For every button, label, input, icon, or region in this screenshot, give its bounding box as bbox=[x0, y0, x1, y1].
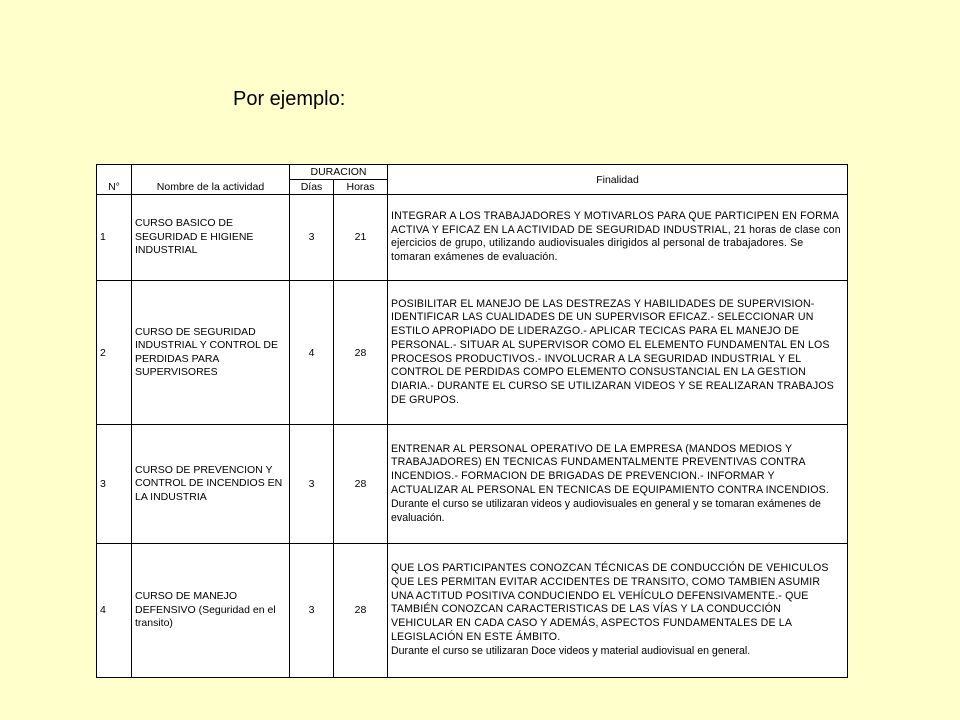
row-number: 1 bbox=[97, 195, 132, 281]
duration-hours: 21 bbox=[334, 195, 388, 281]
header-duration: DURACION bbox=[290, 165, 388, 180]
table-row bbox=[97, 543, 848, 677]
table-row bbox=[97, 195, 848, 281]
duration-days: 3 bbox=[290, 543, 334, 677]
purpose-text: QUE LOS PARTICIPANTES CONOZCAN TÉCNICAS DE CONDUCCIÓN DE VEHICULOS QUE LES PERMITAN EVITAR ACCIDENTES DE TRANSITO, COMO TAMBIEN ASUMIR UNA ACTITUD POSITIVA CONDUCIENDO EL VEHÍCULO DEFENSIVAMENTE.- QUE TAMBIÉN CONOZCAN CARACTERISTICAS DE LAS VÍAS Y LA CONDUCCIÓN VEHICULAR EN CADA CASO Y ADEMÁS, ASPECTOS FUNDAMENTALES DE LA LEGISLACIÓN EN ESTE ÁMBITO. bbox=[391, 562, 829, 643]
purpose-text: ENTRENAR AL PERSONAL OPERATIVO DE LA EMPRESA (MANDOS MEDIOS Y TRABAJADORES) EN TECNICAS FUNDAMENTALMENTE PREVENTIVAS CONTRA INCENDIOS.- FORMACION DE BRIGADAS DE PREVENCION.- INFORMAR Y ACTUALIZAR AL PERSONAL EN TECNICAS DE EQUIPAMIENTO CONTRA INCENDIOS. bbox=[391, 442, 829, 496]
header-days: Días bbox=[290, 180, 334, 195]
row-number: 2 bbox=[97, 280, 132, 424]
purpose-note: Durante el curso se utilizaran videos y audiovisuales en general y se tomaran exámenes de evaluación. bbox=[391, 497, 821, 524]
activity-name: CURSO DE SEGURIDAD INDUSTRIAL Y CONTROL DE PERDIDAS PARA SUPERVISORES bbox=[132, 280, 290, 424]
slide-caption: Por ejemplo: bbox=[233, 88, 346, 110]
purpose-text: INTEGRAR A LOS TRABAJADORES Y MOTIVARLOS PARA QUE PARTICIPEN EN FORMA ACTIVA Y EFICAZ EN LA ACTIVIDAD DE SEGURIDAD INDUSTRIAL, 21 horas de clase con ejercicios de grupo, utilizando audiovisuales dirigidos al personal de trabajadores. Se tomaran exámenes de evaluación. bbox=[391, 209, 841, 264]
activity-name: CURSO DE MANEJO DEFENSIVO (Seguridad en el transito) bbox=[132, 543, 290, 677]
purpose-note: Durante el curso se utilizaran Doce videos y material audiovisual en general. bbox=[391, 644, 751, 657]
purpose-text: POSIBILITAR EL MANEJO DE LAS DESTREZAS Y HABILIDADES DE SUPERVISION-IDENTIFICAR LAS CUALIDADES DE UN SUPERVISOR EFICAZ.- SELECCIONAR UN ESTILO APROPIADO DE LIDERAZGO.- APLICAR TECICAS PARA EL MANEJO DE PERSONAL.- SITUAR AL SUPERVISOR COMO EL ELEMENTO FUNDAMENTAL EN LOS PROCESOS PRODUCTIVOS.- INVOLUCRAR A LA SEGURIDAD INDUSTRIAL Y EL CONTROL DE PERDIDAS COMPO ELEMENTO CONSUSTANCIAL EN LA GESTION DIARIA.- DURANTE EL CURSO SE UTILIZARAN VIDEOS Y SE REALIZARAN TRABAJOS DE GRUPOS. bbox=[391, 297, 834, 406]
table-row bbox=[97, 425, 848, 543]
purpose-cell bbox=[388, 195, 848, 281]
header-purpose: Finalidad bbox=[388, 165, 848, 195]
activity-name: CURSO BASICO DE SEGURIDAD E HIGIENE INDUSTRIAL bbox=[132, 195, 290, 281]
header-hours: Horas bbox=[334, 180, 388, 195]
purpose-cell bbox=[388, 425, 848, 543]
row-number: 4 bbox=[97, 543, 132, 677]
table-header-row bbox=[97, 165, 848, 180]
course-table bbox=[96, 164, 848, 678]
duration-hours: 28 bbox=[334, 543, 388, 677]
row-number: 3 bbox=[97, 425, 132, 543]
duration-hours: 28 bbox=[334, 425, 388, 543]
purpose-cell bbox=[388, 543, 848, 677]
table-row bbox=[97, 280, 848, 424]
activity-name: CURSO DE PREVENCION Y CONTROL DE INCENDIOS EN LA INDUSTRIA bbox=[132, 425, 290, 543]
duration-hours: 28 bbox=[334, 280, 388, 424]
header-activity-name: Nombre de la actividad bbox=[132, 165, 290, 195]
purpose-cell bbox=[388, 280, 848, 424]
duration-days: 3 bbox=[290, 425, 334, 543]
duration-days: 3 bbox=[290, 195, 334, 281]
header-number: N° bbox=[97, 165, 132, 195]
duration-days: 4 bbox=[290, 280, 334, 424]
